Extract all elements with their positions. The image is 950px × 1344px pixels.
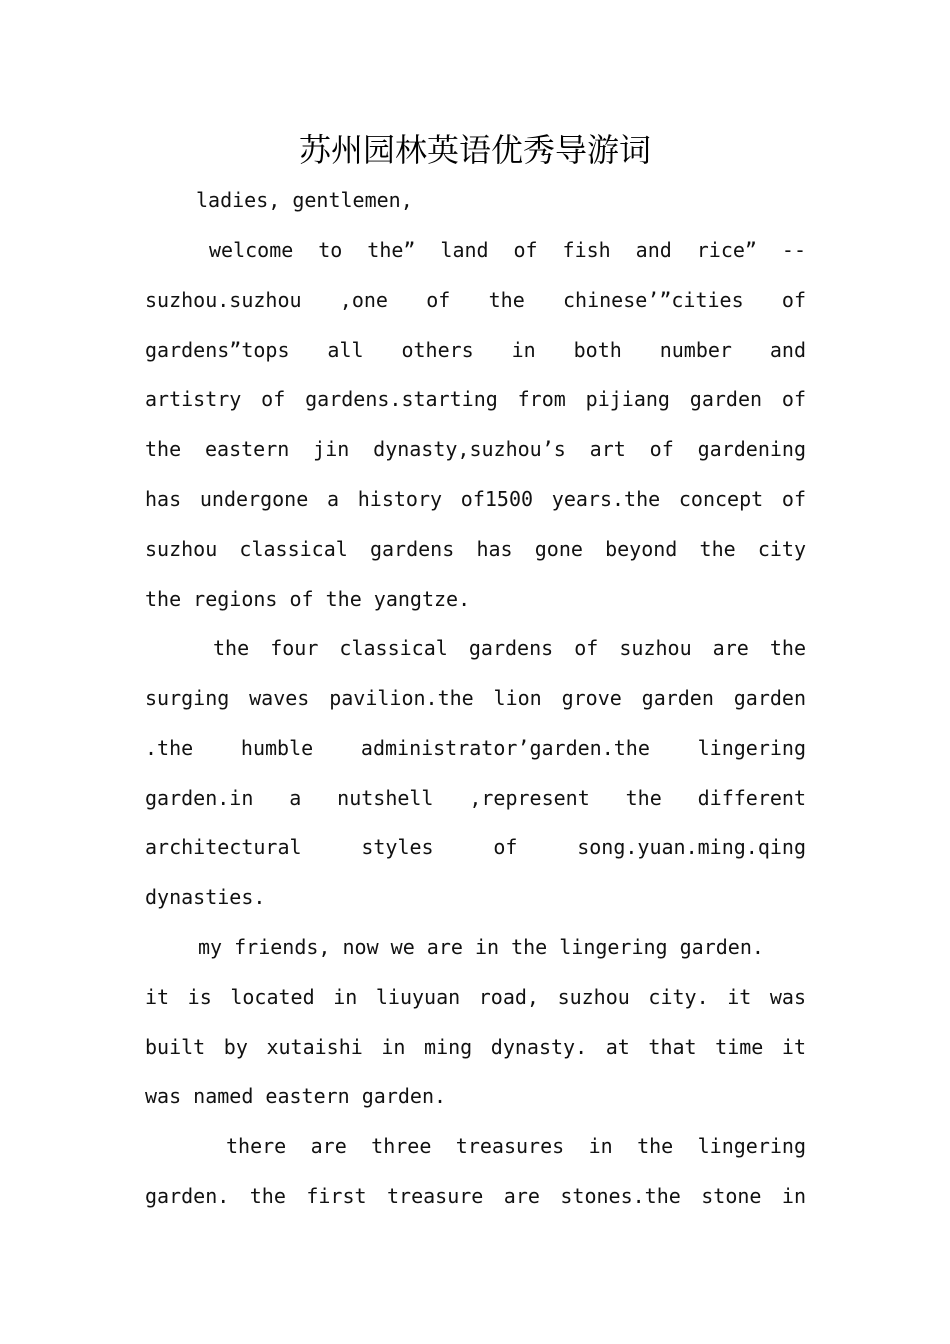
paragraph-line: gardens”tops all others in both number and [145,338,806,362]
paragraph-line: garden.in a nutshell ,represent the different [145,786,806,810]
paragraph-line: was named eastern garden. [145,1084,447,1108]
paragraph-line: has undergone a history of1500 years.the concept of [145,487,806,511]
paragraph-line: suzhou.suzhou ,one of the chinese’”cities of [145,288,806,312]
paragraph-line: the four classical gardens of suzhou are the [213,636,806,660]
paragraph-line: ladies, gentlemen, [196,188,413,212]
paragraph-line: it is located in liuyuan road, suzhou city. it was [145,985,806,1009]
paragraph-line: surging waves pavilion.the lion grove garden garden [145,686,806,710]
paragraph-line: dynasties. [145,885,266,909]
paragraph-line: there are three treasures in the lingering [226,1134,806,1158]
paragraph-line: .the humble administrator’garden.the lingering [145,736,806,760]
paragraph-line: the regions of the yangtze. [145,587,471,611]
paragraph-line: suzhou classical gardens has gone beyond the city [145,537,806,561]
paragraph-line: welcome to the” land of fish and rice” -- [209,238,806,262]
paragraph-line: artistry of gardens.starting from pijiang garden of [145,387,806,411]
paragraph-line: my friends, now we are in the lingering garden. [198,935,764,959]
paragraph-line: architectural styles of song.yuan.ming.qing [145,835,806,859]
paragraph-line: garden. the first treasure are stones.the stone in [145,1184,806,1208]
paragraph-line: the eastern jin dynasty,suzhou’s art of gardening [145,437,806,461]
document-title: 苏州园林英语优秀导游词 [298,131,651,169]
paragraph-line: built by xutaishi in ming dynasty. at that time it [145,1035,806,1059]
